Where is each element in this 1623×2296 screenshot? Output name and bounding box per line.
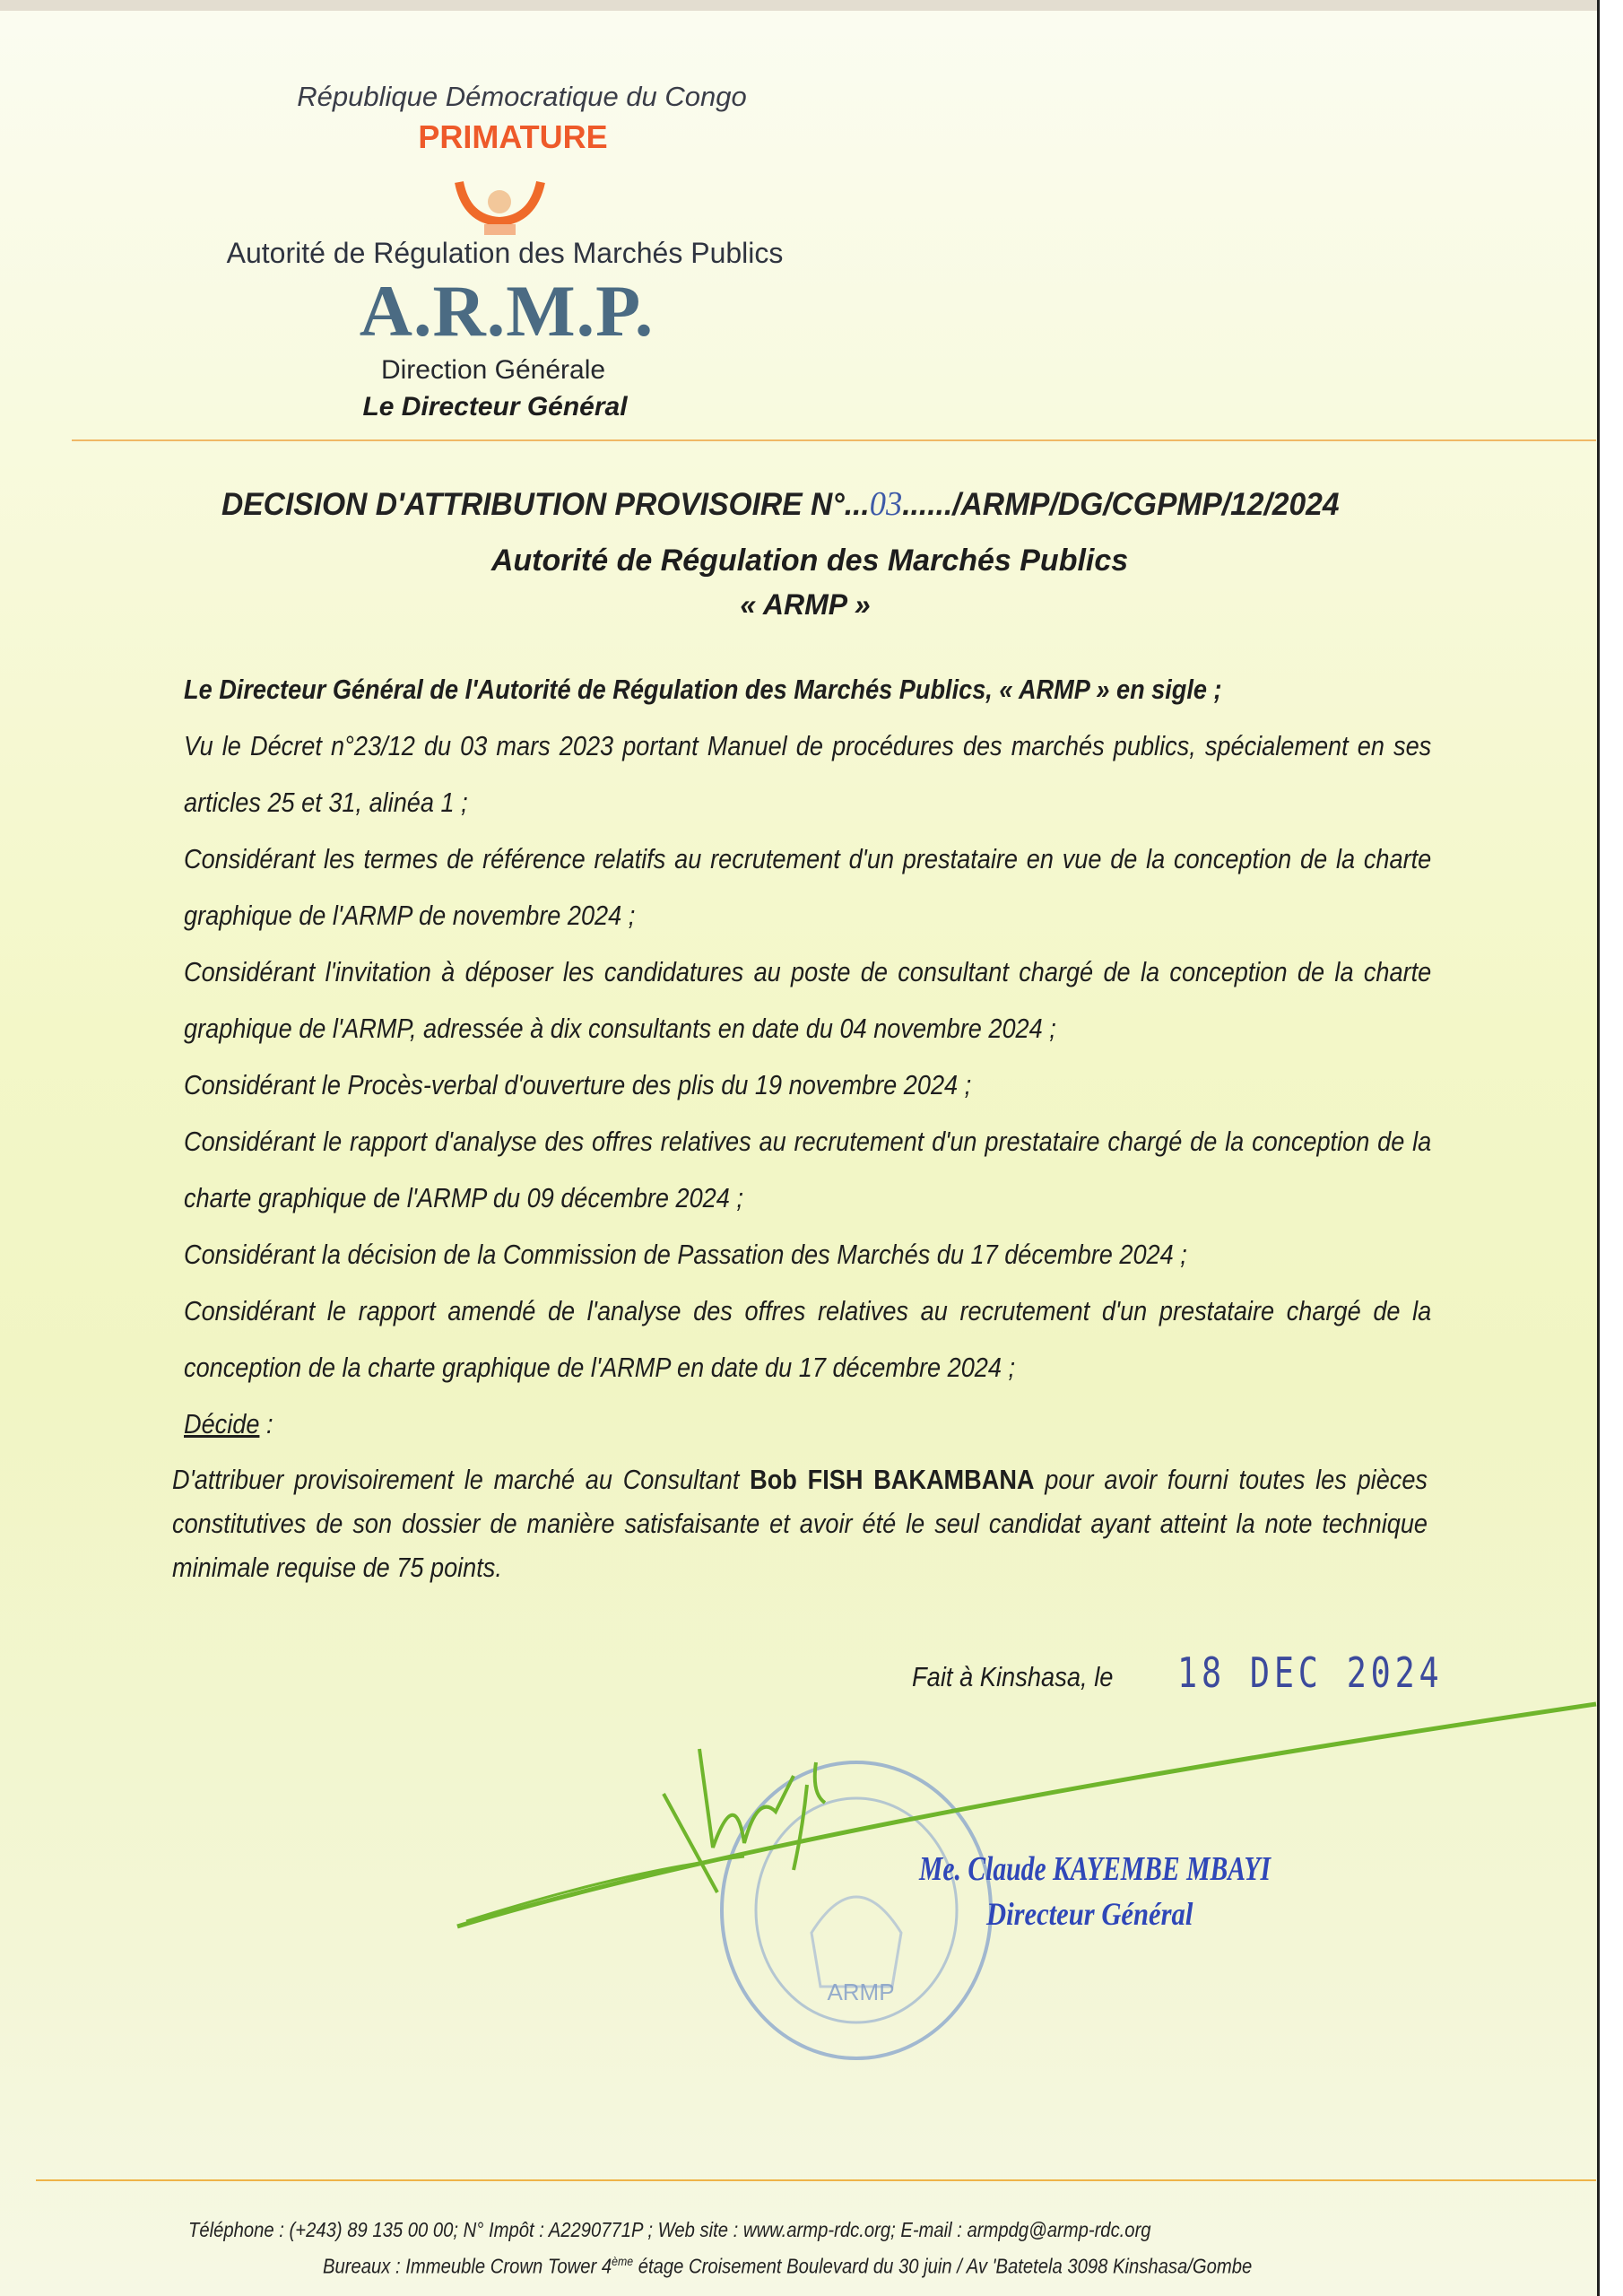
signer-name: Me. Claude KAYEMBE MBAYI (919, 1850, 1271, 1888)
date-stamp: 18 DEC 2024 (1177, 1648, 1444, 1697)
footer-contact: Téléphone : (+243) 89 135 00 00; N° Impôt : A2290771P ; Web site : www.armp-rdc.org; E-mail : armpdg@armp-rdc.org (188, 2218, 1151, 2241)
address-start: Bureaux : Immeuble Crown Tower 4 (323, 2254, 612, 2278)
ruling-text: D'attribuer provisoirement le marché au Consultant (172, 1464, 751, 1495)
consideration: Considérant le rapport amendé de l'analyse des offres relatives au recrutement d'un prestataire chargé de la conception de la charte graphique de l'ARMP en date du 17 décembre 2024 ; (184, 1295, 1432, 1383)
consideration: Considérant les termes de référence relatifs au recrutement d'un prestataire en vue de la conception de la charte graphique de l'ARMP de novembre 2024 ; (184, 843, 1432, 931)
address-end: étage Croisement Boulevard du 30 juin / Av 'Batetela 3098 Kinshasa/Gombe (633, 2254, 1253, 2278)
decides-label: Décide (184, 1408, 260, 1439)
address-sup: ème (612, 2254, 634, 2268)
authority-name: Autorité de Régulation des Marchés Publics (226, 237, 784, 269)
title-prefix: DECISION D'ATTRIBUTION PROVISOIRE N°... (221, 487, 870, 522)
decision-acronym: « ARMP » (740, 588, 871, 621)
awardee-name: Bob FISH BAKAMBANA (750, 1464, 1035, 1495)
consideration: Considérant l'invitation à déposer les candidatures au poste de consultant chargé de la conception de la charte graphique de l'ARMP, adressée à dix consultants en date du 04 novembre 2024 ; (184, 956, 1432, 1044)
decision-subtitle: Autorité de Régulation des Marchés Publics (490, 544, 1129, 578)
coat-of-arms-icon (448, 175, 551, 238)
decision-title (221, 484, 1340, 524)
office-name: PRIMATURE (418, 118, 608, 155)
decision-number: 03 (869, 485, 903, 523)
footer-divider (36, 2179, 1596, 2181)
ruling (172, 1457, 1428, 1589)
consideration: Considérant le Procès-verbal d'ouverture des plis du 19 novembre 2024 ; (184, 1069, 972, 1100)
signer-role: Directeur Général (986, 1896, 1193, 1932)
department-name: Direction Générale (380, 355, 606, 385)
decides-colon: : (259, 1408, 273, 1439)
title-suffix: ....../ARMP/DG/CGPMP/12/2024 (902, 487, 1340, 522)
scan-edge-right (1597, 0, 1623, 2296)
header-divider (72, 439, 1596, 441)
decision-body (184, 661, 1431, 1452)
svg-text:ARMP: ARMP (827, 1979, 895, 2005)
consideration: Considérant la décision de la Commission de Passation des Marchés du 17 décembre 2024 ; (184, 1239, 1187, 1270)
country-name: République Démocratique du Congo (297, 81, 747, 112)
scan-edge (0, 0, 1623, 11)
ruling-text-end: pour avoir fourni toutes les pièces constitutives de son dossier de manière satisfaisante et avoir été le seul candidat ayant atteint la note technique minimale requise de 75 points. (172, 1464, 1428, 1583)
footer-address (323, 2254, 1252, 2279)
authority-acronym: A.R.M.P. (359, 270, 655, 352)
decides-heading (184, 1396, 1431, 1452)
consideration: Considérant le rapport d'analyse des offres relatives au recrutement d'un prestataire chargé de la conception de la charte graphique de l'ARMP du 09 décembre 2024 ; (184, 1126, 1432, 1213)
intro: Le Directeur Général de l'Autorité de Régulation des Marchés Publics, « ARMP » en sigle ; (184, 674, 1222, 705)
consideration: Vu le Décret n°23/12 du 03 mars 2023 portant Manuel de procédures des marchés publics, spécialement en ses articles 25 et 31, alinéa 1 ; (184, 730, 1432, 818)
place-of-signing: Fait à Kinshasa, le (912, 1661, 1114, 1692)
signatory-title: Le Directeur Général (362, 392, 628, 422)
